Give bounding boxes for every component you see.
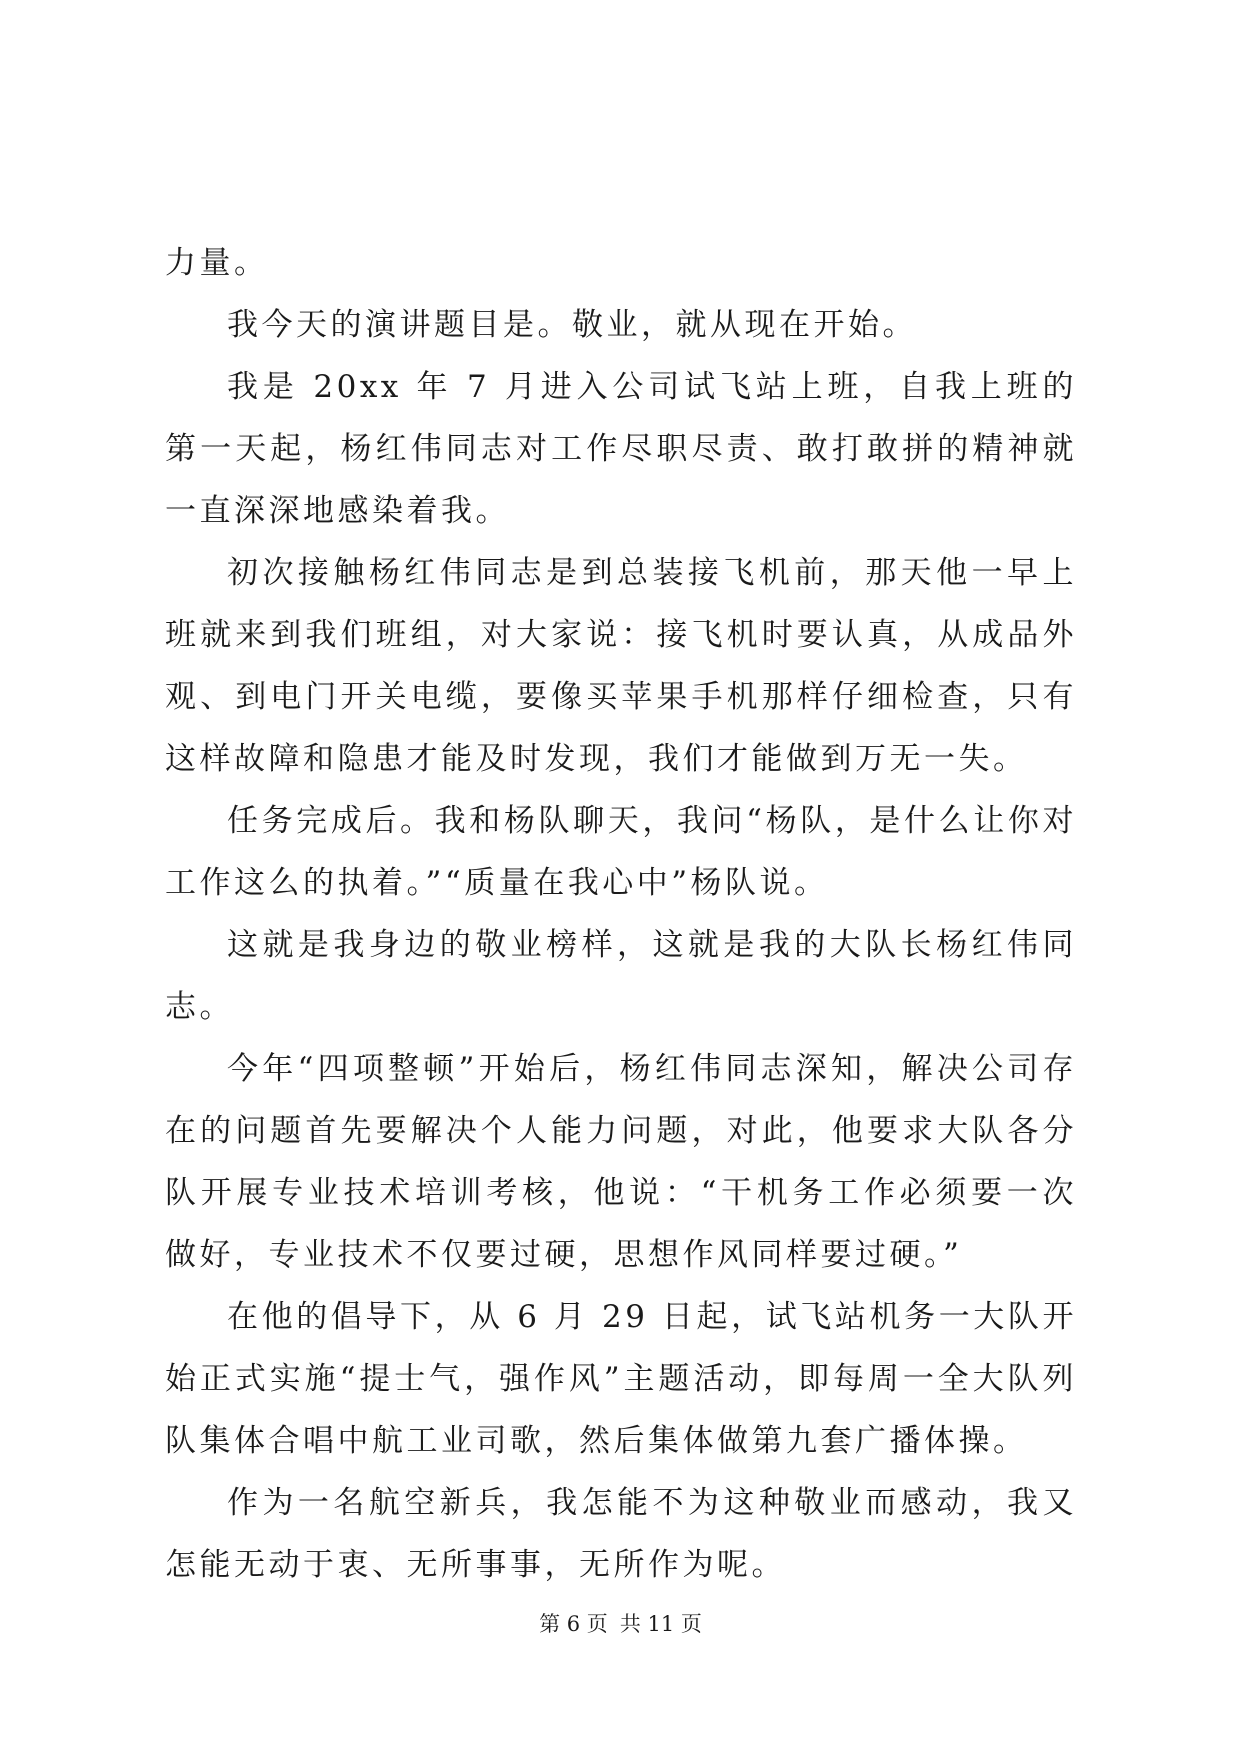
paragraph: 任务完成后。我和杨队聊天，我问“杨队，是什么让你对工作这么的执着。”“质量在我心中”杨队说。 bbox=[165, 803, 1077, 901]
paragraph: 我今天的演讲题目是。敬业，就从现在开始。 bbox=[227, 307, 917, 343]
page-total: 共 11 页 bbox=[619, 1612, 702, 1636]
paragraph: 力量。 bbox=[165, 245, 269, 281]
paragraph: 作为一名航空新兵，我怎能不为这种敬业而感动，我又怎能无动于衷、无所事事，无所作为呢。 bbox=[165, 1485, 1077, 1583]
paragraph: 在他的倡导下，从 6 月 29 日起，试飞站机务一大队开始正式实施“提士气，强作风”主题活动，即每周一全大队列队集体合唱中航工业司歌，然后集体做第九套广播体操。 bbox=[165, 1299, 1077, 1459]
paragraph: 今年“四项整顿”开始后，杨红伟同志深知，解决公司存在的问题首先要解决个人能力问题，对此，他要求大队各分队开展专业技术培训考核，他说：“干机务工作必须要一次做好，专业技术不仅要过硬，思想作风同样要过硬。” bbox=[165, 1051, 1077, 1273]
page-number: 第 6 页 bbox=[539, 1612, 608, 1636]
document-body bbox=[165, 232, 1077, 1596]
page-footer bbox=[0, 1608, 1241, 1638]
paragraph: 这就是我身边的敬业榜样，这就是我的大队长杨红伟同志。 bbox=[165, 927, 1077, 1025]
paragraph: 初次接触杨红伟同志是到总装接飞机前，那天他一早上班就来到我们班组，对大家说：接飞机时要认真，从成品外观、到电门开关电缆，要像买苹果手机那样仔细检查，只有这样故障和隐患才能及时发现，我们才能做到万无一失。 bbox=[165, 555, 1077, 777]
paragraph: 我是 20xx 年 7 月进入公司试飞站上班，自我上班的第一天起，杨红伟同志对工作尽职尽责、敢打敢拼的精神就一直深深地感染着我。 bbox=[165, 369, 1077, 529]
